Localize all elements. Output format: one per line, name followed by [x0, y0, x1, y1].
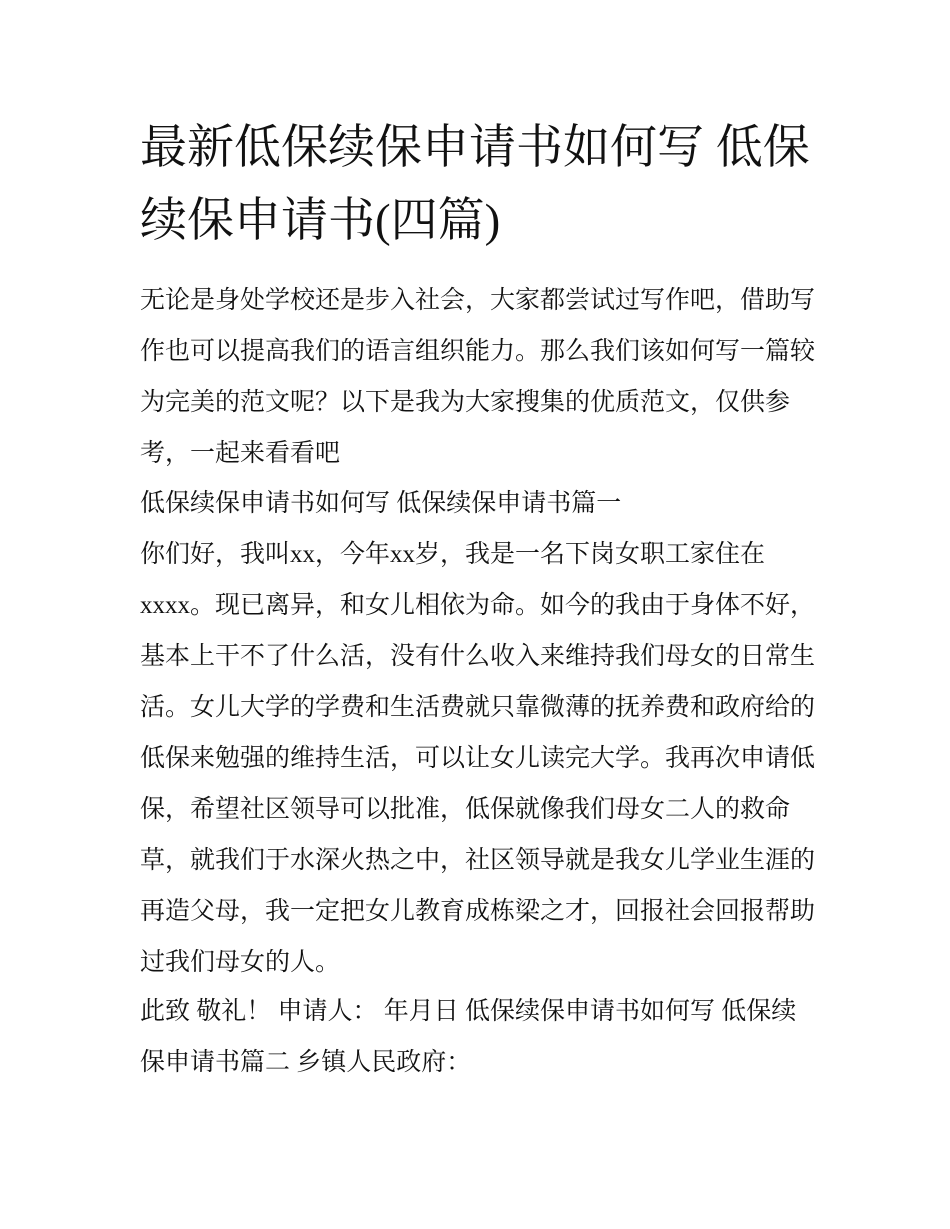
section-heading-1: 低保续保申请书如何写 低保续保申请书篇一 — [140, 490, 622, 517]
intro-paragraph: 无论是身处学校还是步入社会，大家都尝试过写作吧，借助写作也可以提高我们的语言组织能力。那么我们该如何写一篇较为完美的范文呢？以下是我为大家搜集的优质范文，仅供参考，一起来看看吧 — [140, 287, 816, 467]
letter-body-paragraph: 你们好，我叫xx，今年xx岁，我是一名下岗女职工家住在xxxx。现已离异，和女儿相依为命。如今的我由于身体不好，基本上干不了什么活，没有什么收入来维持我们母女的日常生活。女儿大学的学费和生活费就只靠微薄的抚养费和政府给的低保来勉强的维持生活，可以让女儿读完大学。我再次申请低保，希望社区领导可以批准，低保就像我们母女二人的救命草，就我们于水深火热之中，社区领导就是我女儿学业生涯的再造父母，我一定把女儿教育成栋梁之才，回报社会回报帮助过我们母女的人。 — [140, 541, 816, 976]
document-title: 最新低保续保申请书如何写 低保续保申请书(四篇) — [140, 122, 810, 247]
closing-paragraph: 此致 敬礼！ 申请人： 年月日 低保续保申请书如何写 低保续保申请书篇二 乡镇人民政府： — [140, 998, 797, 1076]
